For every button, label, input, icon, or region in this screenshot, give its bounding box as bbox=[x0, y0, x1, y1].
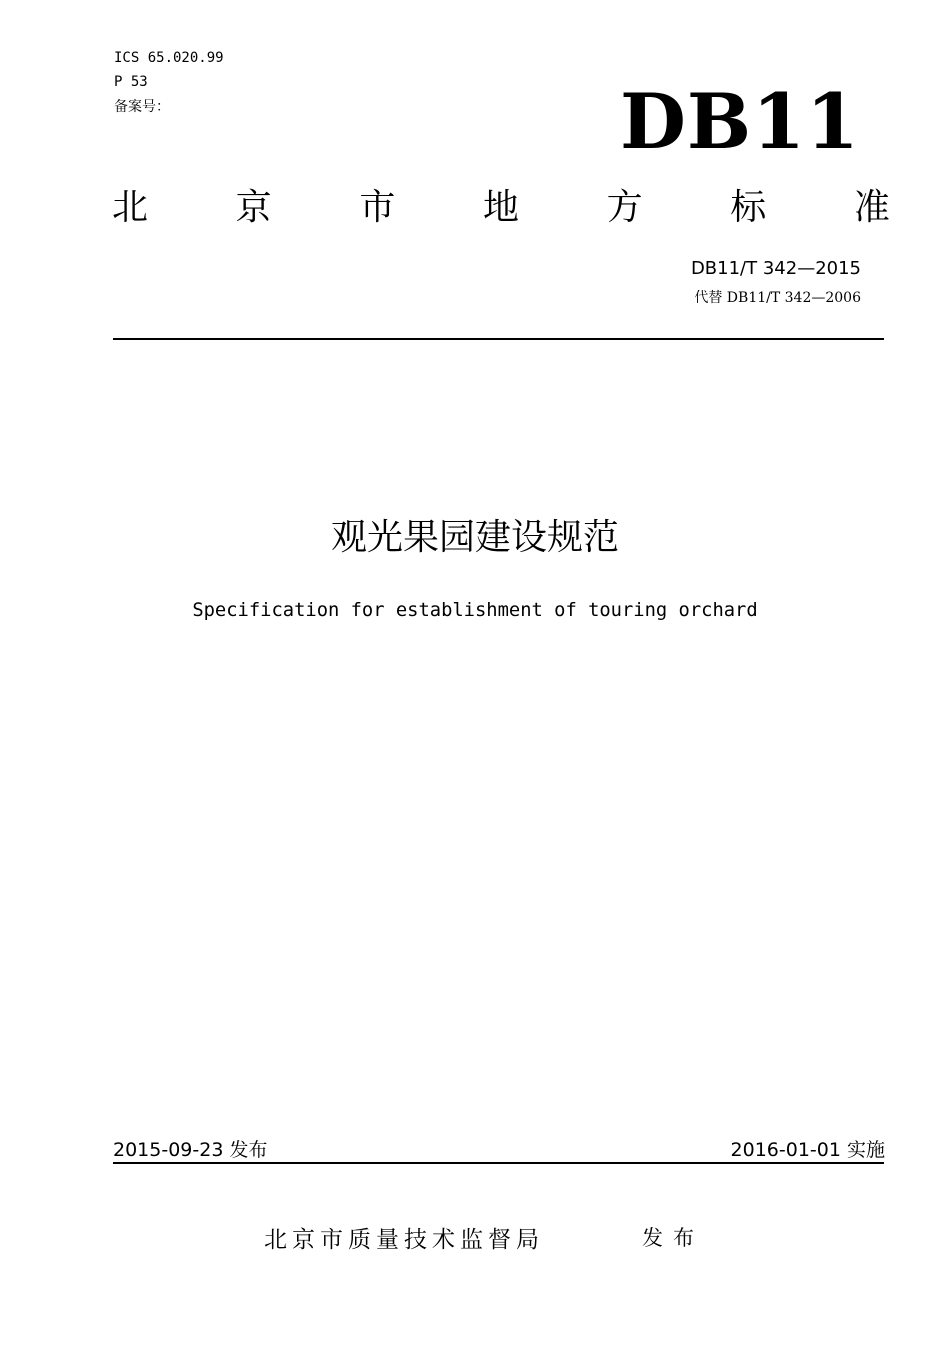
top-divider bbox=[113, 338, 884, 340]
heading-char: 地 bbox=[482, 187, 519, 228]
issuing-authority: 北京市质量技术监督局 bbox=[264, 1227, 544, 1253]
heading-char: 准 bbox=[853, 187, 890, 228]
ccs-code: P 53 bbox=[114, 74, 148, 90]
ics-code: ICS 65.020.99 bbox=[114, 50, 224, 66]
heading-char: 京 bbox=[235, 187, 272, 228]
document-title-chinese: 观光果园建设规范 bbox=[330, 517, 619, 558]
bottom-divider bbox=[113, 1162, 884, 1164]
heading-char: 方 bbox=[606, 187, 643, 228]
heading-char: 北 bbox=[112, 187, 149, 228]
document-title-english: Specification for establishment of touring orchard bbox=[192, 600, 758, 621]
record-number-label: 备案号： bbox=[114, 99, 170, 115]
issue-date: 2015-09-23 发布 bbox=[113, 1139, 268, 1161]
heading-char: 市 bbox=[359, 187, 396, 228]
implementation-date: 2016-01-01 实施 bbox=[730, 1139, 885, 1161]
heading-char: 标 bbox=[730, 187, 767, 228]
issue-action: 发布 bbox=[642, 1226, 704, 1250]
db11-logo: DB11 bbox=[620, 77, 860, 166]
standard-type-heading bbox=[112, 184, 890, 232]
replaced-standard: 代替 DB11/T 342—2006 bbox=[694, 290, 861, 306]
standard-number: DB11/T 342—2015 bbox=[690, 258, 861, 279]
